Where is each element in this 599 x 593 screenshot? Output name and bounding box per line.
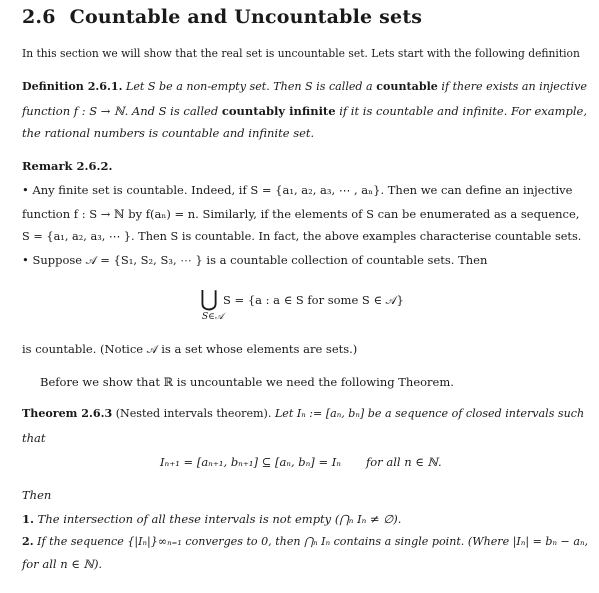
definition-text-2b: if it is countable and infinite. For example,	[339, 104, 587, 118]
section-title: Countable and Uncountable sets	[69, 6, 423, 28]
theorem-line-1	[22, 407, 584, 420]
definition-label: Definition 2.6.1.	[22, 80, 123, 93]
section-heading	[22, 6, 422, 28]
definition-line-2	[22, 104, 587, 118]
item-2-number: 2.	[22, 535, 34, 548]
theorem-item-2	[22, 535, 588, 548]
theorem-equation: Iₙ₊₁ = [aₙ₊₁, bₙ₊₁] ⊆ [aₙ, bₙ] = Iₙ	[160, 455, 341, 469]
definition-line-3: the rational numbers is countable and infinite set.	[22, 126, 315, 140]
theorem-equation-tail: for all n ∈ ℕ.	[366, 455, 442, 469]
remark-bullet1-line3: S = {a₁, a₂, a₃, ⋯ }. Then S is countable. In fact, the above examples characterise countable sets.	[22, 230, 582, 243]
item-1-text: The intersection of all these intervals is not empty (⋂ₙ Iₙ ≠ ∅).	[37, 512, 402, 526]
remark-label: Remark 2.6.2.	[22, 159, 113, 173]
theorem-item-2-line2: for all n ∈ ℕ).	[22, 557, 103, 571]
item-2-text-line1: If the sequence {|Iₙ|}∞ₙ₌₁ converges to 0, then ⋂ₙ Iₙ contains a single point. (Where |Iₙ| = bₙ − aₙ,	[37, 535, 588, 548]
section-number: 2.6	[22, 6, 56, 28]
remark-bullet2-line1: • Suppose 𝒜 = {S₁, S₂, S₃, ⋯ } is a countable collection of countable sets. Then	[22, 253, 488, 267]
theorem-text-1: Let Iₙ := [aₙ, bₙ] be a sequence of closed intervals such	[274, 407, 585, 420]
union-expression: S = {a : a ∈ S for some S ∈ 𝒜}	[223, 293, 404, 307]
definition-text-2a: function f : S → ℕ. And S is called	[22, 104, 219, 118]
theorem-then: Then	[22, 488, 52, 502]
definition-term-countable: countable	[376, 80, 438, 93]
remark-bullet1-line1: • Any finite set is countable. Indeed, if S = {a₁, a₂, a₃, ⋯ , aₙ}. Then we can define an injective	[22, 183, 573, 197]
definition-line-1	[22, 80, 587, 93]
remark-bullet1-line2: function f : S → ℕ by f(aₙ) = n. Similarly, if the elements of S can be enumerated as a sequence,	[22, 207, 580, 221]
remark-after-union: is countable. (Notice 𝒜 is a set whose elements are sets.)	[22, 342, 358, 356]
definition-text-1b: if there exists an injective	[441, 80, 587, 93]
theorem-line-2: that	[22, 431, 46, 445]
union-subscript: S∈𝒜	[202, 312, 224, 322]
theorem-name: (Nested intervals theorem).	[115, 407, 272, 420]
before-theorem-text: Before we show that ℝ is uncountable we need the following Theorem.	[40, 375, 454, 389]
theorem-item-1	[22, 512, 401, 526]
union-symbol: ⋃	[200, 287, 219, 312]
theorem-label: Theorem 2.6.3	[22, 407, 113, 420]
intro-paragraph: In this section we will show that the real set is uncountable set. Lets start with the following definition	[22, 47, 580, 60]
definition-term-countably-infinite: countably infinite	[221, 104, 336, 118]
definition-text-1a: Let S be a non-empty set. Then S is called a	[125, 80, 373, 93]
item-1-number: 1.	[22, 512, 35, 526]
